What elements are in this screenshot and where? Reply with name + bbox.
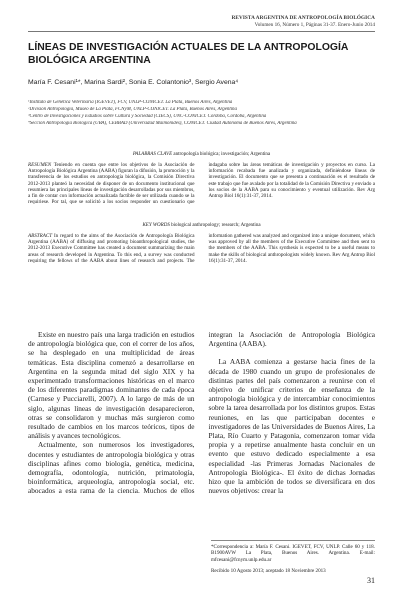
resumen-citation: Rev Arg Antrop Biol 16(1):31-37, 2014. [208,186,376,200]
article-title: LÍNEAS DE INVESTIGACIÓN ACTUALES DE LA ANTROPOLOGÍA BIOLÓGICA ARGENTINA [28,42,349,66]
header-rule [28,31,375,32]
author-list: María F. Cesani¹*, Marina Sardi², Sonia E. Colantonio³, Sergio Avena⁴ [28,79,239,86]
footnote [211,540,375,575]
body-paragraph: La AABA comienza a gestarse hacia fines de la década de 1980 cuando un grupo de profesionales de distintas partes del país comenzaron a reunirse con el objetivo de unificar criterios de enseñanza de la antropología biológica y de intercambiar conocimientos sobre la tarea desarrollada por los distintos grupos. Estas reuniones, en las que participaban docentes e investigadores de las Universidades de Buenos Aires, La Plata, Río Cuarto y Patagonia, comenzaron tomar vida propia y a repetirse anualmente hasta concluir en un evento que estuvo dedicado especialmente a esa especialidad -las Primeras Jornadas Nacionales de Antropología Biológica-. El éxito de dichas Jornadas hizo que la ambición de todos se diversificara en dos nuevos objetivos: crear la [208,357,375,496]
affiliation-3: ³Centro de Investigaciones y Estudios sobre Cultura y Sociedad (CIECS), UNC-CONICET. Córdoba, Córdoba, Argentina [28,114,267,119]
article-body [28,330,375,570]
journal-name: REVISTA ARGENTINA DE ANTROPOLOGÍA BIOLÓGICA [231,15,375,21]
keywords-en-label: KEY WORDS [142,223,170,228]
resumen-block [28,162,375,205]
affiliation-2: ²División Antropología, Museo de La Plata, FCNyM, UNLP-CONICET. La Plata, Buenos Aires, Argentina [28,107,237,112]
abstract-label: ABSTRACT [28,233,53,239]
received-dates: Recibido 10 Agosto 2013; aceptado 18 Noviembre 2013 [211,568,326,575]
issue-info: Volumen 16, Número 1, Páginas 31-37. Enero-Junio 2014 [254,21,375,28]
affiliation-1: ¹Instituto de Genética Veterinaria (IGEVET), FCV, UNLP-CONICET. La Plata, Buenos Aires, Argentina [28,100,233,105]
running-header [232,15,375,28]
correspondence-note: *Correspondencia a: María F. Cesani. IGEVET, FCV, UNLP. Calle 60 y 118. B1900AVW La Plata, Buenos Aires. Argentina. E-mail: mfcesani@fcnym.unlp.edu.ar [211,544,375,563]
keywords-es [28,152,375,157]
body-paragraph: Existe en nuestro país una larga tradición en estudios de antropología biológica que, con el correr de los años, se ha desplegado en una multiplicidad de áreas temáticas. Esta disciplina comenzó a desarrollarse en Argentina en la segunda mitad del siglo XIX y ha experimentado transformaciones históricas en el marco de los diferentes paradigmas dominantes de cada época (Carnese y Pucciarelli, 2007). A lo largo de más de un siglo, algunas líneas de investigación desaparecieron, otras se consolidaron y muchas más surgieron como resultado de cambios en los marcos teóricos, tipos de análisis y avances tecnológicos. [28,330,195,441]
abstract-citation: Rev Arg Antrop Biol 16(1):31-37, 2014. [208,251,376,264]
resumen-text: Teniendo en cuenta que entre los objetivos de la Asociación de Antropología Biológica Argentina (AABA) figuran la difusión, la promoción y la transferencia de los estudios en antropología biológica, la Comisión Directiva 2012-2013 planteó la necesidad de disponer de un documento institucional que resumiera las principales líneas de investigación desarrolladas por sus miembros, a fin de contar con información actualizada factible de ser utilizada cuando se la requiriese. Por tal, que se solicitó a los socios responder un cuestionario que indagaba sobre las áreas temáticas de investigación y proyectos en curso. La información recabada fue analizada y organizada, definiéndose líneas de investigación. El documento que se presenta a continuación es el resultado de este trabajo que fue avalado por la totalidad de la Comisión Directiva y enviado a los socios de la AABA para su conocimiento y eventual utilización. [28,162,375,206]
resumen-label: RESUMEN [28,162,52,168]
keywords-es-label: PALABRAS CLAVE [132,152,173,157]
body-paragraph: Actualmente, son numerosos los investigadores, docentes y estudiantes de antropología biológica y otras disciplinas afines como biología, genética, medicina, demografía, odontología, nutrición, primatología, bioinformática, arqueología, antropología social, etc. abocados a esta rama de la ciencia. Muchos de ellos integran la Asociación de Antropología Biológica Argentina (AABA). [28,330,375,496]
keywords-en [28,223,375,228]
page-number: 31 [367,576,375,585]
abstract-block [28,233,375,264]
affiliation-4: ⁴Sección Antropología Biológica (UBA), CEBBAD (Universidad Maimónides), CONICET. Ciudad Autónoma de Buenos Aires, Argentina [28,121,297,126]
keywords-es-text: antropología biológica; investigación; Argentina [173,152,271,157]
keywords-en-text: biological anthropology; research; Argentina [171,223,261,228]
abstract-text: In regard to the aims of the Asociación de Antropología Biológica Argentina (AABA) of diffusing and promoting bioanthropological studies, the 2012-2013 Executive Committee has created a document summarizing the main areas of research developed in Argentina. To this end, a survey was conducted requiring the fellows of the AABA about lines of research and projects. The information gathered was analyzed and organized into a unique document, which was approved by all the members of the Executive Committee and then sent to the members of the AABA. This synthesis is expected to be a useful means to make the skills of biological anthropologists widely known. [28,233,375,264]
